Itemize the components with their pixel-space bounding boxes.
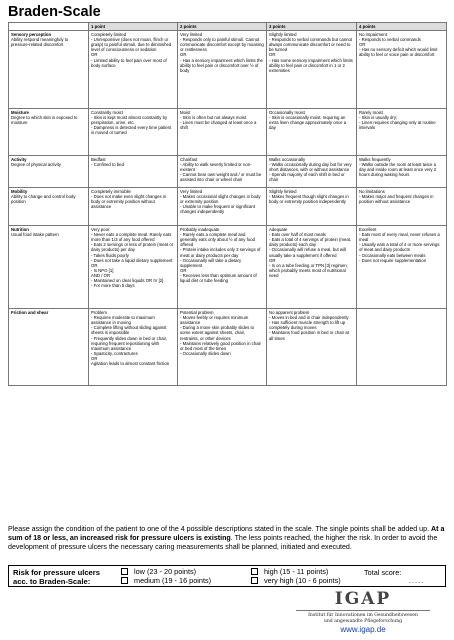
category-name: Friction and shear <box>11 310 49 316</box>
score-cell <box>178 188 267 226</box>
header-3-points: 3 points <box>267 23 357 31</box>
criteria-item: OR <box>269 257 276 263</box>
checkbox-icon[interactable] <box>121 568 128 575</box>
criteria-list <box>180 162 264 182</box>
criteria-item: - Protein intake includes only 3 servings of meat or dairy products per day <box>180 247 261 258</box>
level-title: Very poor <box>91 227 110 233</box>
total-score-field[interactable]: ..... <box>409 576 425 585</box>
criteria-list <box>180 232 264 283</box>
category-cell <box>9 156 89 188</box>
instructions-text <box>8 525 446 552</box>
risk-option-low[interactable] <box>121 568 196 576</box>
risk-label-line-1: Risk for pressure ulcers <box>13 568 100 577</box>
criteria-list <box>269 194 354 204</box>
criteria-item: - Makes major and frequent changes in position without assistance <box>359 194 434 205</box>
criteria-item: - Responds to verbal commands <box>359 37 421 43</box>
criteria-item: - Moves feebly or requires minimum assistance <box>180 315 249 326</box>
table-row <box>9 156 447 188</box>
score-cell <box>178 309 267 386</box>
level-title: Potential problem <box>180 310 214 316</box>
risk-assessment-box <box>8 565 446 587</box>
category-description: Usual food intake pattern <box>11 232 59 238</box>
criteria-item: - Maintained on clear liquids OR IV [2] <box>91 278 164 284</box>
criteria-item: OR <box>359 42 366 48</box>
criteria-item: - Occasionally will take a dietary supplement <box>180 257 242 268</box>
risk-label-line-2: acc. to Braden-Scale: <box>13 576 91 586</box>
criteria-item: - Eats most of every meal, never refuses a meal <box>359 232 440 243</box>
score-cell <box>89 309 178 386</box>
category-cell <box>9 188 89 226</box>
criteria-list <box>180 194 264 214</box>
level-title: Slightly limited <box>269 32 297 38</box>
criteria-item: AND / OR <box>91 272 111 278</box>
table-row <box>9 309 447 386</box>
criteria-item: - Has sufficient muscle strength to lift up completely during moves <box>269 320 346 331</box>
criteria-item: - Spends majority of each shift in bed or chair <box>269 172 345 183</box>
logo-subtitle-line-1: Institut für Innovationen im Gesundheitswesen <box>308 613 418 618</box>
criteria-item: - Skin is often but not always moist <box>180 115 247 121</box>
category-cell <box>9 31 89 109</box>
criteria-list <box>359 194 444 204</box>
criteria-list <box>269 162 354 182</box>
criteria-list <box>180 315 264 356</box>
level-title: Chairfast <box>180 157 198 163</box>
category-name: Mobility <box>11 189 28 195</box>
criteria-list <box>359 232 444 263</box>
criteria-item: - Is NPO [1] <box>91 267 114 273</box>
score-cell <box>357 309 447 386</box>
criteria-item: - Responds only to painful stimuli. Cannot communicate discomfort except by moaning or restlesness <box>180 37 264 53</box>
level-title: Rarely moist <box>359 110 383 116</box>
level-title: Slightly limited <box>269 189 297 195</box>
level-title: Excellent <box>359 227 377 233</box>
logo-name: IGAP <box>334 589 392 609</box>
criteria-item: - Does not require supplementation <box>359 257 427 263</box>
score-cell <box>267 31 357 109</box>
level-title: Occasionally moist <box>269 110 305 116</box>
criteria-item: - Confined to bed <box>91 162 124 168</box>
checkbox-icon[interactable] <box>121 577 128 584</box>
score-cell <box>89 188 178 226</box>
criteria-list <box>91 162 175 167</box>
criteria-item: - Eats 2 servings or less of protein (meat or dairy products) per day <box>91 242 174 253</box>
category-cell <box>9 309 89 386</box>
score-cell <box>267 309 357 386</box>
category-description: Degree to which skin is exposed to moisture <box>11 115 78 126</box>
criteria-item: - Occasionally will refuse a meal, but will usually take a supplement if offered <box>269 247 346 258</box>
checkbox-icon[interactable] <box>251 577 258 584</box>
score-cell <box>357 156 447 188</box>
criteria-item: - Cannot bear own weight and / or must be assisted into chair or wheel chair <box>180 172 262 183</box>
category-cell <box>9 226 89 309</box>
score-cell <box>89 109 178 156</box>
score-cell <box>178 226 267 309</box>
criteria-item: - Moves in bed and in chair independently <box>269 315 349 321</box>
criteria-item: - For more than 5 days <box>91 283 135 289</box>
criteria-item: OR <box>180 52 187 58</box>
criteria-item: - Responds to verbal commands but cannot always communicate discomfort or need to be turned <box>269 37 353 53</box>
level-title: Probably inadequate <box>180 227 220 233</box>
criteria-item: - Walks outside the room at least twice a day and inside room at least once very 2 hours during waking hours <box>359 162 437 178</box>
risk-option-medium[interactable] <box>121 577 211 585</box>
criteria-list <box>359 162 444 177</box>
level-title: Moist <box>180 110 191 116</box>
criteria-item: - Receives less than optimum amount of liquid diet or tube feeding <box>180 272 257 284</box>
score-cell <box>178 31 267 109</box>
risk-option-label: high (15 - 11 points) <box>264 567 329 576</box>
criteria-item: - Is on a tube feeding or TPN [3] regimen, which probably meets most of nutritional need <box>269 262 348 278</box>
table-row <box>9 109 447 156</box>
level-title: Walks occasionally <box>269 157 306 163</box>
criteria-list <box>180 115 264 130</box>
header-1-point: 1 point <box>89 23 178 31</box>
score-cell <box>178 156 267 188</box>
criteria-list <box>269 37 354 73</box>
table-row <box>9 188 447 226</box>
criteria-item: OR <box>269 52 276 58</box>
level-title: Very limited <box>180 32 203 38</box>
criteria-item: - Ability to walk severly limited or non-existent <box>180 162 252 173</box>
table-row <box>9 31 447 109</box>
criteria-item: OR <box>91 262 98 268</box>
criteria-item: - Takes fluids poorly <box>91 252 129 258</box>
logo-subtitle-line-2: und angewandte Pflegeforschung <box>323 618 403 624</box>
criteria-item: Agitation leads to almost constant friction <box>91 361 170 367</box>
level-title: Constantly moist <box>91 110 123 116</box>
level-title: Adequate <box>269 227 288 233</box>
score-cell <box>267 226 357 309</box>
criteria-item: OR <box>180 267 187 273</box>
criteria-list <box>180 37 264 73</box>
criteria-item: - Makes frequent though slight changes in body or extremity position independently <box>269 194 349 205</box>
risk-option-label: very high (10 - 6 points) <box>264 576 341 585</box>
criteria-item: - Makes occasional slight changes in body or extremity position <box>180 194 261 205</box>
criteria-item: - Spasticity, contractures <box>91 350 138 356</box>
category-description: Degree of physical activity <box>11 162 61 168</box>
criteria-list <box>91 315 175 366</box>
score-cell <box>89 156 178 188</box>
criteria-item: - Maintains relatively good position in chair or bed most of the times <box>180 340 261 351</box>
criteria-item: - Linen must be changed at least once a shift <box>180 120 257 131</box>
category-name: Nutrition <box>11 227 29 233</box>
criteria-item: - Skin is occasionally moist, requiring an extra linen change approximately once a day <box>269 115 347 131</box>
criteria-list <box>91 194 175 209</box>
page-title: Braden-Scale <box>8 4 101 20</box>
level-title: Completely immobile <box>91 189 131 195</box>
risk-option-very-high[interactable] <box>251 577 341 585</box>
logo-divider <box>296 610 430 611</box>
criteria-item: - Does not make even slight changes in body or extremity position without assistance <box>91 194 167 210</box>
category-name: Sensory perception <box>11 32 52 38</box>
header-4-points: 4 points <box>357 23 447 31</box>
criteria-item: - Frequently slides down in bed or chair, requiring frequent repositioning with maximum assistance <box>91 335 167 351</box>
logo-url[interactable]: www.igap.de <box>340 625 386 635</box>
level-title: No apparent problem <box>269 310 310 316</box>
level-title: Very limited <box>180 189 203 195</box>
criteria-item: - Has some sensory impairment which limits ability to feel pain or discomfort in 1 or 2 extremities <box>269 57 353 73</box>
table-row <box>9 226 447 309</box>
criteria-item: - Has no sensory deficit which would limit ability to feel or voice pain or discomfort <box>359 47 438 58</box>
instructions-part-1: Please assign the condition of the patient to one of the 4 possible descriptions stated in the scale. The single points shall be added up. <box>8 525 432 533</box>
level-title: Problem <box>91 310 108 316</box>
criteria-item: OR <box>91 52 98 58</box>
instructions-part-2: . The less points reached, the higher the risk. In order to avoid the development of pressure ulcers the necessary caring measurements shall be planned, initiated and executed. <box>8 534 438 552</box>
score-cell <box>267 156 357 188</box>
criteria-list <box>269 115 354 130</box>
level-title: No impairment <box>359 32 387 38</box>
criteria-item: - Requires moderate to maximum assistance in moving <box>91 315 155 326</box>
score-cell <box>178 109 267 156</box>
criteria-item: - Dampness is detected every time patient is moved or turned <box>91 125 172 136</box>
category-description: Ability to change and control body position <box>11 194 76 205</box>
criteria-item: OR <box>91 355 98 361</box>
criteria-item: - Linen requires changing only at routine intervals <box>359 120 436 131</box>
criteria-item: - Eats a total of 4 servings of protein (meat, dairy products) each day <box>269 237 352 248</box>
criteria-list <box>269 232 354 278</box>
category-name: Moisture <box>11 110 29 116</box>
criteria-list <box>359 37 444 57</box>
braden-scale-table <box>8 22 447 386</box>
score-cell <box>89 31 178 109</box>
criteria-item: - Maintains food position in bed or chair at all times <box>269 330 349 341</box>
level-title: No limitations <box>359 189 385 195</box>
igap-logo <box>288 589 438 634</box>
header-2-points: 2 points <box>178 23 267 31</box>
criteria-item: - Limited ability to feel pain over most of body surface <box>91 57 167 68</box>
table-header-row <box>9 23 447 31</box>
level-title: Walks frequently <box>359 157 391 163</box>
criteria-item: - Does not take a liquid dietary supplement <box>91 257 173 263</box>
level-title: Bedfast <box>91 157 106 163</box>
category-cell <box>9 109 89 156</box>
risk-label <box>13 569 100 587</box>
criteria-list <box>91 37 175 68</box>
criteria-list <box>91 115 175 135</box>
criteria-list <box>359 115 444 130</box>
score-cell <box>267 188 357 226</box>
criteria-item: - During a move skin probably slides to some extent against sheets, chair, restraints, or other devices <box>180 325 255 341</box>
criteria-item: - Rarely eats a complete meal and generally eats only about ½ of any food offered <box>180 232 256 248</box>
criteria-item: - Has a sensory impairment which limits the ability to feel pain or discomfort over ½ of body <box>180 57 263 73</box>
score-cell <box>89 226 178 309</box>
criteria-item: - Skin is kept moist almost constantly by perspiration, urine, etc. <box>91 115 168 126</box>
criteria-item: - Complete lifting without sliding against sheets is impossible <box>91 325 167 336</box>
criteria-item: - Eats over half of most meals <box>269 232 326 238</box>
criteria-item: - Usually eats a total of 4 or more servings of meat and dairy products <box>359 242 440 253</box>
criteria-item: - Unable to make frequent or significant changes independently <box>180 204 255 215</box>
risk-option-label: medium (19 - 16 points) <box>134 576 212 585</box>
criteria-item: - Unresponsive (does not moan, flinch or grasp) to painful stimuli, due to diminished level of consciousness or sedation <box>91 37 172 53</box>
criteria-item: - Skin is usually dry; <box>359 115 398 121</box>
category-name: Activity <box>11 157 27 163</box>
criteria-item: - Walks occasionally during day but for very short distances, with or without assistance <box>269 162 352 173</box>
criteria-item: - Never eats a complete meal. Rarely eats more than 1/3 of any food offered <box>91 232 172 243</box>
checkbox-icon[interactable] <box>251 568 258 575</box>
score-cell <box>357 109 447 156</box>
risk-option-label: low (23 - 20 points) <box>134 567 197 576</box>
instructions-risk-threshold: At a sum of 18 or less, an increased risk for pressure ulcers is existing <box>8 525 445 543</box>
criteria-list <box>91 232 175 288</box>
header-category <box>9 23 89 31</box>
level-title: Completely limited <box>91 32 127 38</box>
score-cell <box>357 188 447 226</box>
criteria-list <box>269 315 354 340</box>
score-cell <box>357 31 447 109</box>
criteria-item: - Occasionally eats between meals <box>359 252 426 258</box>
total-score-label: Total score: <box>364 568 402 577</box>
score-cell <box>357 226 447 309</box>
category-description: Ability respond meaningfuly to pressure-related discomfort <box>11 37 69 48</box>
risk-option-high[interactable] <box>251 568 328 576</box>
criteria-item: - Occasionally slides down <box>180 350 231 356</box>
score-cell <box>267 109 357 156</box>
